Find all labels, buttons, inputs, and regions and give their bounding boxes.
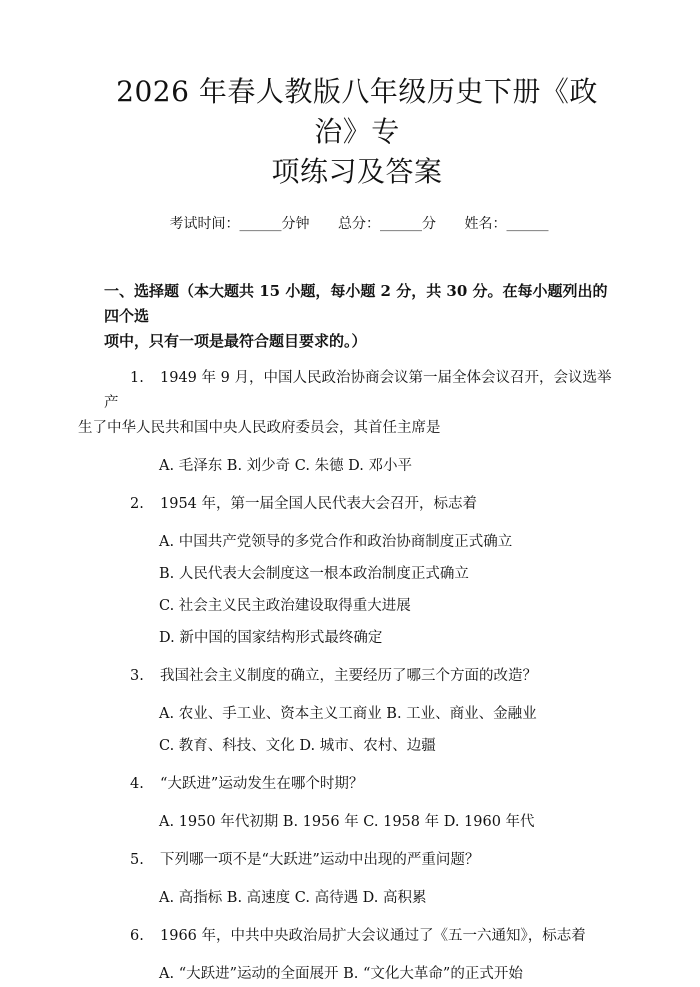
question-options: A. 毛泽东 B. 刘少奇 C. 朱德 D. 邓小平 — [159, 458, 413, 474]
question-stem-line-1: 1954 年，第一届全国人民代表大会召开，标志着 — [160, 496, 478, 512]
student-name-field: 姓名：______ — [464, 216, 549, 232]
options-line-1: A. 农业、手工业、资本主义工商业 B. 工业、商业、金融业 — [159, 706, 537, 722]
question-stem-line-1: 下列哪一项不是“大跃进”运动中出现的严重问题？ — [160, 852, 480, 868]
question-6 — [104, 924, 614, 987]
exam-time-field: 考试时间：______分钟 — [169, 216, 310, 232]
section-header-line-1: 一、选择题（本大题共 15 小题，每小题 2 分，共 30 分。在每小题列出的四个选 — [104, 282, 608, 325]
question-number: 4. — [130, 776, 144, 792]
total-score-field: 总分：______分 — [338, 216, 436, 232]
question-number: 3. — [130, 668, 144, 684]
question-2 — [104, 492, 614, 651]
question-options: A. 高指标 B. 高速度 C. 高待遇 D. 高积累 — [159, 890, 427, 906]
question-options: A. 1950 年代初期 B. 1956 年 C. 1958 年 D. 1960 年代 — [159, 814, 535, 830]
question-4 — [104, 772, 614, 835]
question-stem — [104, 848, 614, 873]
question-stem — [104, 924, 614, 949]
question-number: 2. — [130, 496, 144, 512]
option-d: D. 新中国的国家结构形式最终确定 — [159, 630, 383, 646]
question-stem — [104, 664, 614, 689]
option-b: B. 人民代表大会制度这一根本政治制度正式确立 — [159, 566, 469, 582]
question-1 — [78, 366, 614, 479]
exam-info — [104, 214, 614, 234]
question-stem-line-1: “大跃进”运动发生在哪个时期？ — [160, 776, 364, 792]
question-number: 6. — [130, 928, 144, 944]
question-stem — [104, 492, 614, 517]
question-stem-line-1: 我国社会主义制度的确立，主要经历了哪三个方面的改造？ — [160, 668, 537, 684]
section-header-line-2: 项中，只有一项是最符合题目要求的。） — [104, 332, 367, 350]
options-line-2: C. 教育、科技、文化 D. 城市、农村、边疆 — [159, 738, 436, 754]
option-c: C. 社会主义民主政治建设取得重大进展 — [159, 598, 411, 614]
question-stem — [78, 366, 614, 441]
title-line-2: 项练习及答案 — [271, 155, 443, 188]
question-stem-line-1: 1966 年，中共中央政治局扩大会议通过了《五一六通知》，标志着 — [160, 928, 586, 944]
question-number: 5. — [130, 852, 144, 868]
question-stem-line-1: 1949 年 9 月，中国人民政治协商会议第一届全体会议召开，会议选举产 — [104, 370, 612, 411]
question-list — [78, 366, 614, 987]
question-stem — [104, 772, 614, 797]
document-title — [100, 72, 614, 192]
question-5 — [104, 848, 614, 911]
title-line-1: 2026 年春人教版八年级历史下册《政治》专 — [116, 75, 598, 148]
question-3 — [104, 664, 614, 759]
question-options: A. “大跃进”运动的全面展开 B. “文化大革命”的正式开始 — [159, 966, 523, 982]
question-number: 1. — [130, 370, 144, 386]
option-a: A. 中国共产党领导的多党合作和政治协商制度正式确立 — [159, 534, 513, 550]
question-stem-line-2: 生了中华人民共和国中央人民政府委员会，其首任主席是 — [78, 420, 441, 436]
section-header — [104, 279, 614, 354]
